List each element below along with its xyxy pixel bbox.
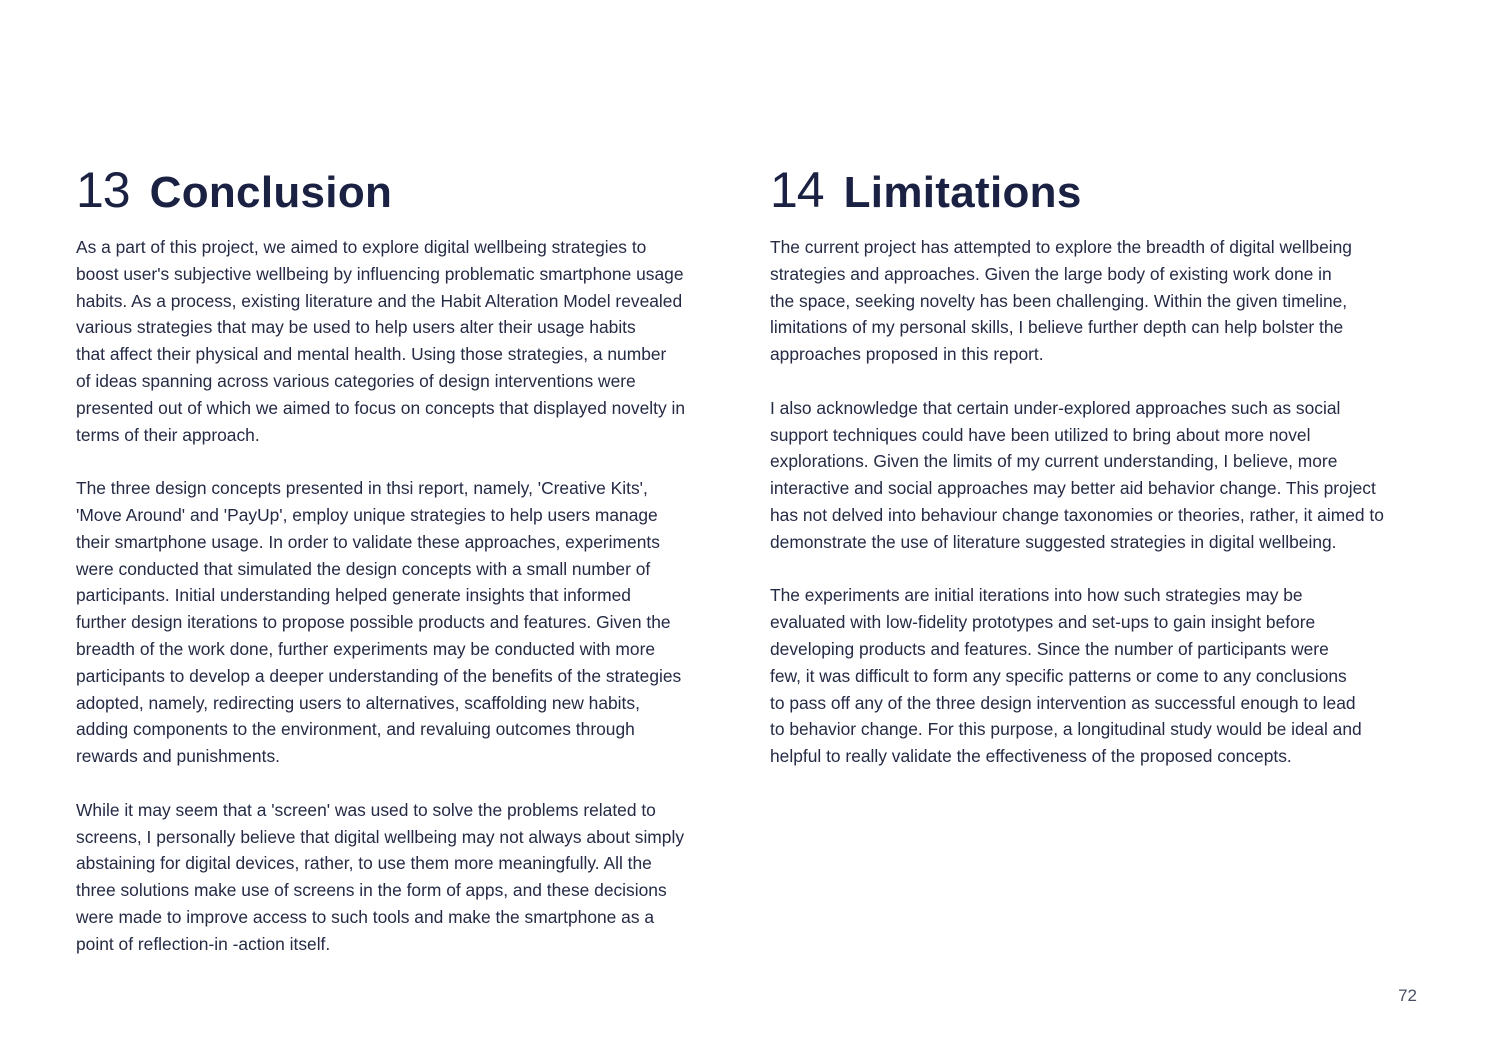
section-title: Conclusion (149, 168, 393, 217)
paragraph: The current project has attempted to explore the breadth of digital wellbeing strategies and approaches. Given the large body of existing work done in the space, seeking novelty has been challenging. Within the given timeline, limitations of my personal skills, I believe further depth can help bolster the approaches proposed in this report. (770, 237, 1352, 365)
page-number: 72 (1398, 986, 1417, 1005)
section-number: 14 (770, 162, 824, 218)
conclusion-heading (76, 160, 736, 220)
conclusion-section (76, 160, 736, 984)
paragraph: While it may seem that a 'screen' was used to solve the problems related to screens, I personally believe that digital wellbeing may not always about simply abstaining for digital devices, rather, to use them more meaningfully. All the three solutions make use of screens in the form of apps, and these decisions were made to improve access to such tools and make the smartphone as a point of reflection-in -action itself. (76, 799, 685, 954)
paragraph: As a part of this project, we aimed to explore digital wellbeing strategies to boost user's subjective wellbeing by influencing problematic smartphone usage habits. As a process, existing literature and the Habit Alteration Model revealed various strategies that may be used to help users alter their usage habits that affect their physical and mental health. Using those strategies, a number of ideas spanning across various categories of design interventions were presented out of which we aimed to focus on concepts that displayed novelty in terms of their approach. (76, 237, 686, 445)
section-title: Limitations (843, 168, 1082, 217)
limitations-section (770, 160, 1435, 797)
limitations-heading (770, 160, 1435, 220)
paragraph: The three design concepts presented in thsi report, namely, 'Creative Kits', 'Move Around' and 'PayUp', employ unique strategies to help users manage their smartphone usage. In order to validate these approaches, experiments were conducted that simulated the design concepts with a small number of participants. Initial understanding helped generate insights that informed further design iterations to propose possible products and features. Given the breadth of the work done, further experiments may be conducted with more participants to develop a deeper understanding of the benefits of the strategies adopted, namely, redirecting users to alternatives, scaffolding new habits, adding components to the environment, and revaluing outcomes through rewards and punishments. (76, 478, 682, 767)
paragraph: I also acknowledge that certain under-explored approaches such as social support techniques could have been utilized to bring about more novel explorations. Given the limits of my current understanding, I believe, more interactive and social approaches may better aid behavior change. This project has not delved into behaviour change taxonomies or theories, rather, it aimed to demonstrate the use of literature suggested strategies in digital wellbeing. (770, 397, 1384, 552)
section-number: 13 (76, 162, 130, 218)
paragraph: The experiments are initial iterations into how such strategies may be evaluated with low-fidelity prototypes and set-ups to gain insight before developing products and features. Since the number of participants were few, it was difficult to form any specific patterns or come to any conclusions to pass off any of the three design intervention as successful enough to lead to behavior change. For this purpose, a longitudinal study would be ideal and helpful to really validate the effectiveness of the proposed concepts. (770, 585, 1362, 767)
